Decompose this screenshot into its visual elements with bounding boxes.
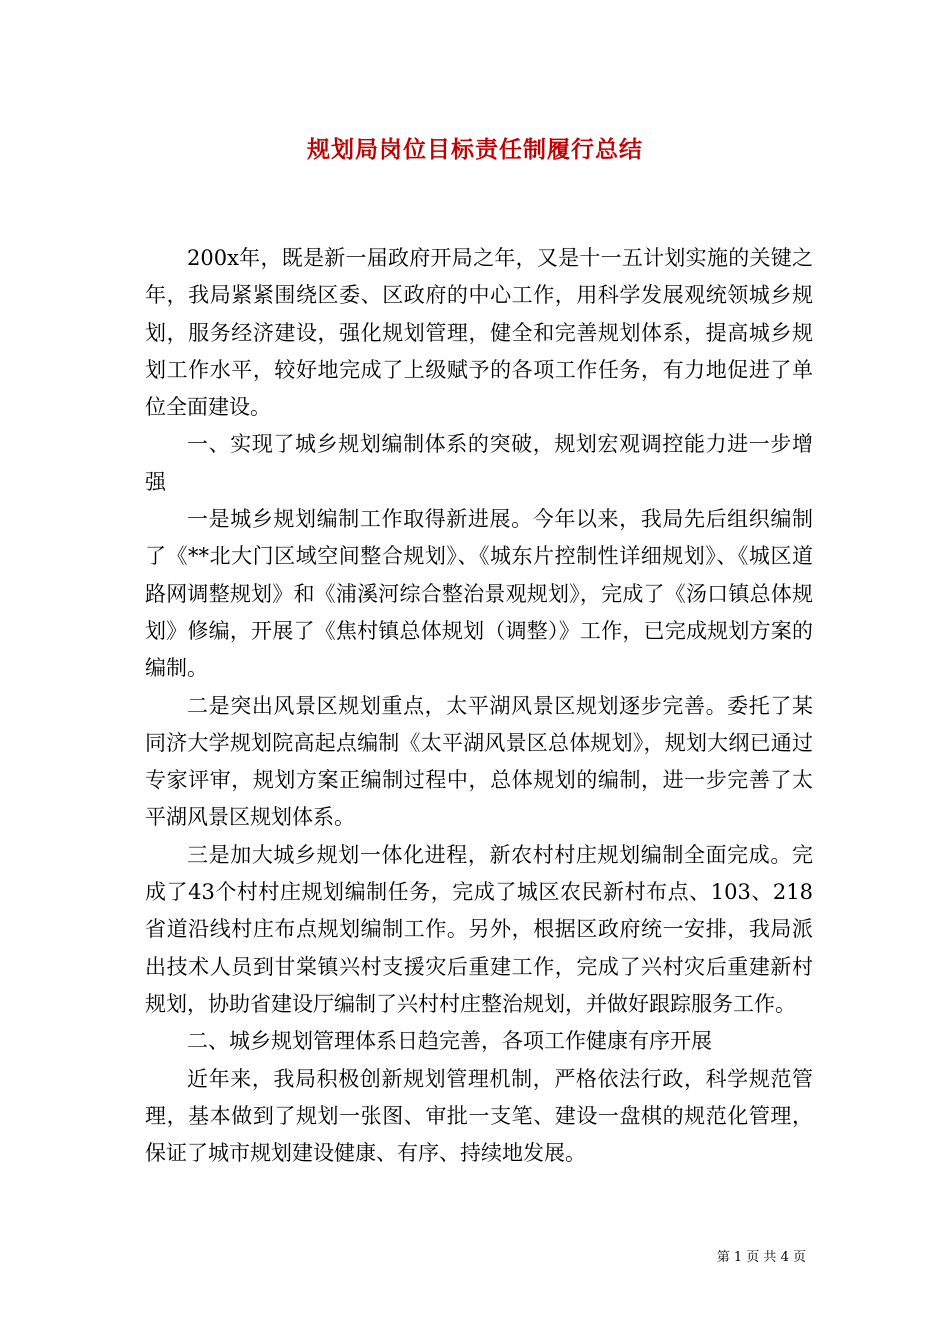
section-heading-1: 一、实现了城乡规划编制体系的突破，规划宏观调控能力进一步增强 xyxy=(145,432,813,494)
paragraph-item-2: 二是突出风景区规划重点，太平湖风景区规划逐步完善。委托了某同济大学规划院高起点编制《太平湖风景区总体规划》，规划大纲已通过专家评审，规划方案正编制过程中，总体规划的编制，进一步完善了太平湖风景区规划体系。 xyxy=(145,693,813,830)
paragraph-intro: 200x年，既是新一届政府开局之年，又是十一五计划实施的关键之年，我局紧紧围绕区委、区政府的中心工作，用科学发展观统领城乡规划，服务经济建设，强化规划管理，健全和完善规划体系，提高城乡规划工作水平，较好地完成了上级赋予的各项工作任务，有力地促进了单位全面建设。 xyxy=(145,246,813,420)
section-heading-2: 二、城乡规划管理体系日趋完善，各项工作健康有序开展 xyxy=(187,1029,712,1054)
document-title: 规划局岗位目标责任制履行总结 xyxy=(307,136,643,163)
document-body xyxy=(145,240,813,1172)
page-mid: 页 共 xyxy=(746,1250,777,1265)
paragraph-item-1: 一是城乡规划编制工作取得新进展。今年以来，我局先后组织编制了《**北大门区域空间整合规划》、《城东片控制性详细规划》、《城区道路网调整规划》和《浦溪河综合整治景观规划》，完成了《汤口镇总体规划》修编，开展了《焦村镇总体规划（调整）》工作，已完成规划方案的编制。 xyxy=(145,507,813,681)
page-prefix: 第 xyxy=(716,1250,730,1265)
total-pages-number: 4 xyxy=(780,1250,789,1265)
page-suffix: 页 xyxy=(792,1250,806,1265)
paragraph-management: 近年来，我局积极创新规划管理机制，严格依法行政，科学规范管理，基本做到了规划一张图、审批一支笔、建设一盘棋的规范化管理，保证了城市规划建设健康、有序、持续地发展。 xyxy=(145,1066,813,1166)
paragraph-item-3: 三是加大城乡规划一体化进程，新农村村庄规划编制全面完成。完成了43个村村庄规划编制任务，完成了城区农民新村布点、103、218省道沿线村庄布点规划编制工作。另外，根据区政府统一安排，我局派出技术人员到甘棠镇兴村支援灾后重建工作，完成了兴村灾后重建新村规划，协助省建设厅编制了兴村村庄整治规划，并做好跟踪服务工作。 xyxy=(145,842,813,1016)
current-page-number: 1 xyxy=(733,1250,743,1265)
page-number-footer xyxy=(0,1246,806,1265)
